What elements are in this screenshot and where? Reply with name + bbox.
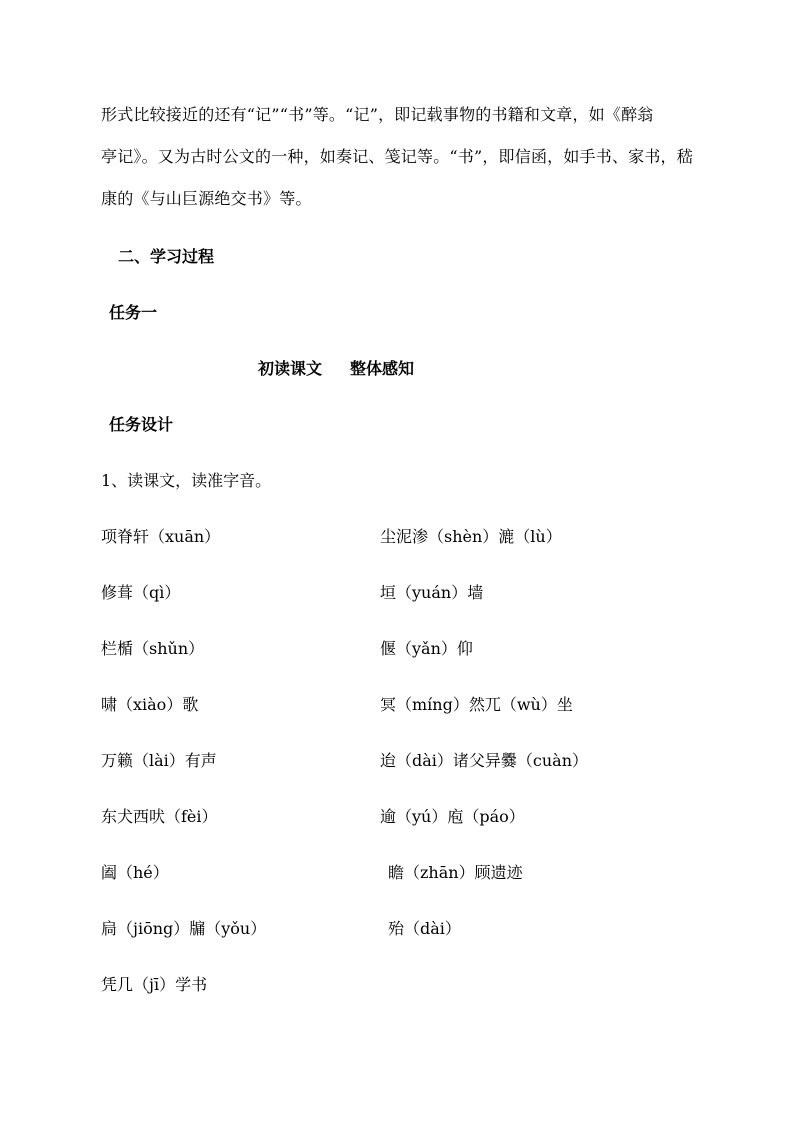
vocab-item: 冥（míng）然兀（wù）坐 — [380, 695, 573, 714]
vocab-item: 逾（yú）庖（páo） — [380, 807, 525, 826]
task-design-label: 任务设计 — [109, 415, 174, 434]
vocab-item: 项脊轩（xuān） — [101, 527, 221, 546]
vocab-item: 东犬西吠（fèi） — [101, 807, 218, 826]
task-title — [258, 356, 414, 379]
vocab-item: 迨（dài）诸父异爨（cuàn） — [380, 751, 589, 770]
intro-paragraph — [101, 94, 741, 220]
vocab-item: 阖（hé） — [101, 863, 169, 882]
vocab-item: 扃（jiōng）牖（yǒu） — [101, 919, 267, 938]
vocab-item: 偃（yǎn）仰 — [380, 639, 473, 658]
vocab-item: 凭几（jī）学书 — [101, 975, 208, 994]
vocab-item: 尘泥渗（shèn）漉（lù） — [380, 527, 562, 546]
vocab-item: 栏楯（shǔn） — [101, 639, 205, 658]
vocab-item: 修葺（qì） — [101, 583, 181, 602]
task-label: 任务一 — [109, 303, 158, 322]
task-title-part-2: 整体感知 — [350, 359, 415, 378]
vocab-item: 殆（dài） — [388, 919, 461, 938]
vocab-item: 万籁（lài）有声 — [101, 751, 217, 770]
vocab-item: 垣（yuán）墙 — [380, 583, 484, 602]
intro-line-1: 形式比较接近的还有“记”“书”等。“记”，即记载事物的书籍和文章，如《醉翁 — [101, 105, 654, 124]
intro-line-3: 康的《与山巨源绝交书》等。 — [101, 189, 312, 208]
intro-line-2: 亭记》。又为古时公文的一种，如奏记、笺记等。“书”，即信函，如手书、家书，嵇 — [101, 147, 693, 166]
vocab-item: 瞻（zhān）顾遗迹 — [388, 863, 523, 882]
vocab-item: 啸（xiào）歌 — [101, 695, 199, 714]
section-heading: 二、学习过程 — [118, 247, 215, 266]
task-title-part-1: 初读课文 — [258, 359, 323, 378]
instruction-text: 1、读课文，读准字音。 — [101, 471, 272, 490]
